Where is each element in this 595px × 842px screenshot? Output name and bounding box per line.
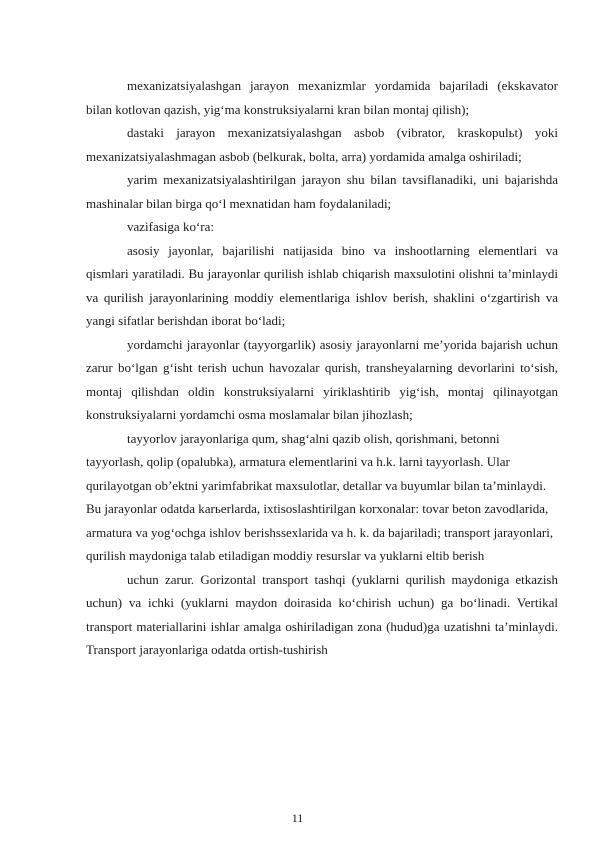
paragraph-semi-mechanized-process: yarim mexanizatsiyalashtirilgan jarayon shu bilan tavsiflanadiki, uni bajarishda mashinalar bilan birga qo‘l mexnatidan ham foydalaniladi; [86, 172, 558, 211]
body-text [86, 74, 558, 662]
paragraph-by-purpose-heading: vazifasiga ko‘ra: [127, 219, 214, 234]
paragraph-transport: uchun zarur. Gorizontal transport tashqi (yuklarni qurilish maydoniga etkazish uchun) va ichki (yuklarni maydon doirasida ko‘chirish uchun) ga bo‘linadi. Vertikal transport materiallarini ishlar amalga oshiriladigan zona (hudud)ga uzatishni ta’minlaydi. Transport jarayonlariga odatda ortish-tushirish [86, 571, 558, 657]
paragraph-manual-process: dastaki jarayon mexanizatsiyalashgan asbob (vibrator, kraskopulьt) yoki mexanizatsiyalashmagan asbob (belkurak, bolta, arra) yordamida amalga oshiriladi; [86, 125, 558, 164]
paragraph-main-processes: asosiy jayonlar, bajarilishi natijasida bino va inshootlarning elementlari va qismlari yaratiladi. Bu jarayonlar qurilish ishlab chiqarish maxsulotini olishni ta’minlaydi va qurilish jarayonlarining moddiy elementlariga ishlov berish, shaklini o‘zgartirish va yangi sifatlar berishdan iborat bo‘ladi; [86, 242, 558, 328]
paragraph-preparatory-processes: tayyorlov jarayonlariga qum, shag‘alni qazib olish, qorishmani, betonni tayyorlash, qolip (opalubka), armatura elementlarini va h.k. larni tayyorlash. Ular qurilayotgan ob’ektni yarimfabrikat maxsulotlar, detallar va buyumlar bilan ta’minlaydi. Bu jarayonlar odatda karьerlarda, ixtisoslashtirilgan korxonalar: tovar beton zavodlarida, armatura va yog‘ochga ishlov berishssexlarida va h. k. da bajariladi; transport jarayonlari, qurilish maydoniga talab etiladigan moddiy resurslar va yuklarni eltib berish [86, 430, 554, 563]
page-number: 11 [291, 811, 304, 825]
paragraph-auxiliary-processes: yordamchi jarayonlar (tayyorgarlik) asosiy jarayonlarni me’yorida bajarish uchun zarur bo‘lgan g‘isht terish uchun havozalar qurish, transheyalarning devorlarini to‘sish, montaj qilishdan oldin konstruksiyalarni yiriklashtirib yig‘ish, montaj qilinayotgan konstruksiyalarni yordamchi osma moslamalar bilan jihozlash; [86, 336, 558, 422]
paragraph-mechanized-process: mexanizatsiyalashgan jarayon mexanizmlar yordamida bajariladi (ekskavator bilan kotlovan qazish, yig‘ma konstruksiyalarni kran bilan montaj qilish); [86, 78, 558, 117]
